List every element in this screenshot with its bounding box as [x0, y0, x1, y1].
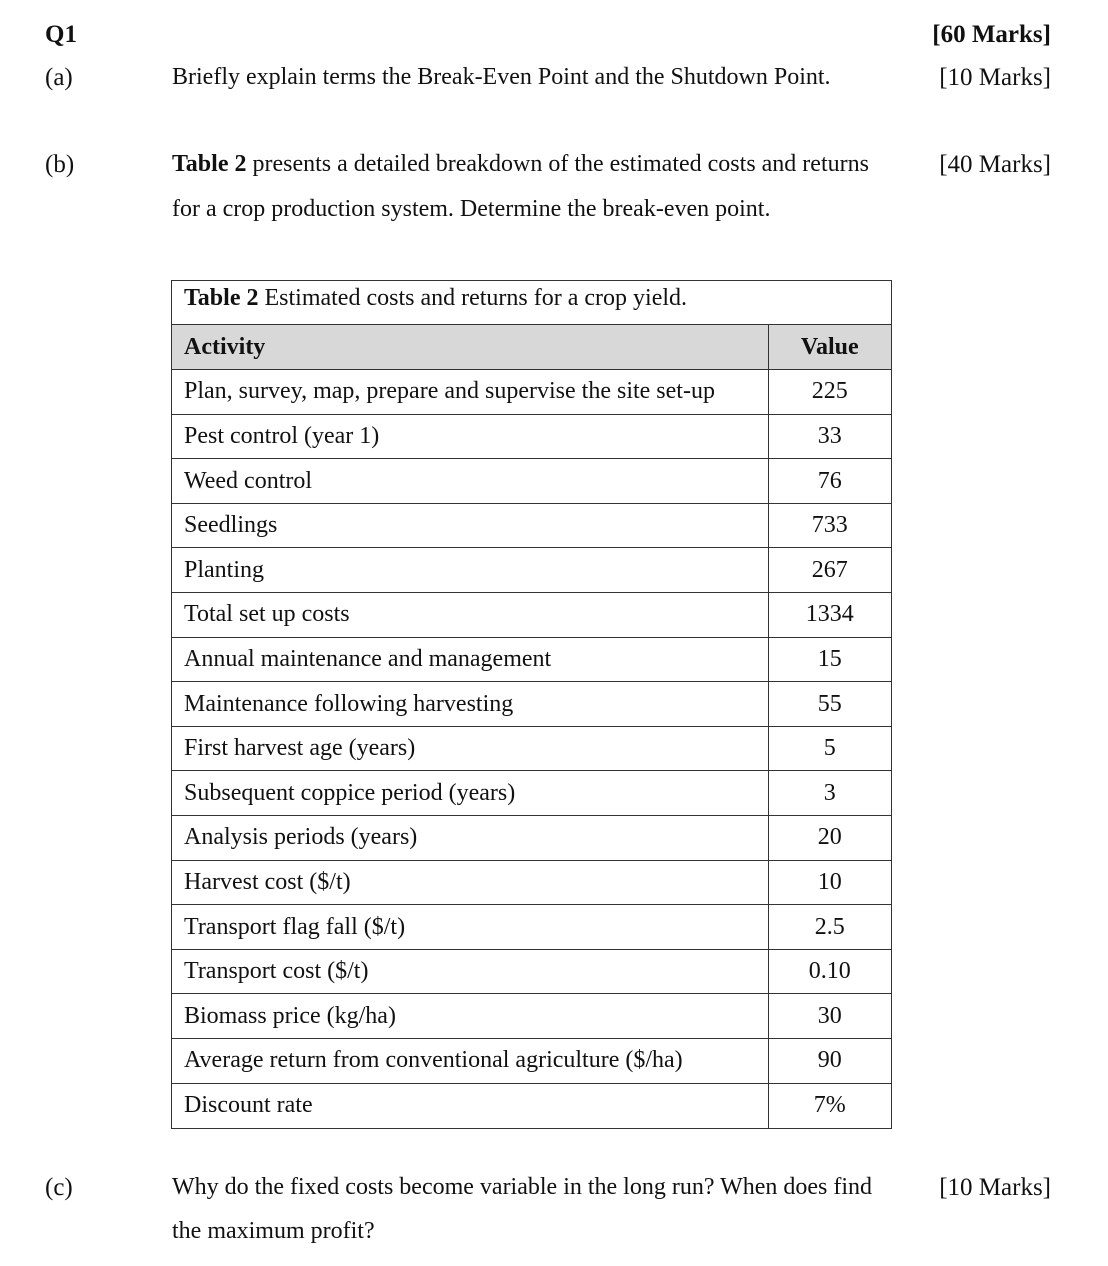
value-cell: 225 — [768, 370, 891, 415]
value-cell: 5 — [768, 726, 891, 771]
value-cell: 267 — [768, 548, 891, 593]
activity-cell: Transport flag fall ($/t) — [172, 905, 768, 950]
value-cell: 1334 — [768, 593, 891, 638]
table-row — [172, 593, 891, 638]
activity-cell: Analysis periods (years) — [172, 816, 768, 861]
activity-cell: First harvest age (years) — [172, 726, 768, 771]
part-c-text-line1: Why do the fixed costs become variable in the long run? When does find — [172, 1174, 873, 1200]
value-cell: 7% — [768, 1083, 891, 1128]
table-row — [172, 816, 891, 861]
part-b-text-line2: for a crop production system. Determine the break-even point. — [172, 196, 771, 222]
part-a-text: Briefly explain terms the Break-Even Point and the Shutdown Point. — [172, 64, 831, 90]
part-b-text-line1-rest: presents a detailed breakdown of the estimated costs and returns — [246, 151, 869, 177]
value-cell: 76 — [768, 459, 891, 504]
value-cell: 10 — [768, 860, 891, 905]
table-row — [172, 459, 891, 504]
part-a-label: (a) — [45, 64, 73, 91]
part-c-marks: [10 Marks] — [939, 1174, 1051, 1201]
table-row — [172, 949, 891, 994]
value-cell: 733 — [768, 503, 891, 548]
part-b-marks: [40 Marks] — [939, 151, 1051, 178]
part-b-table-ref: Table 2 — [172, 151, 247, 177]
value-cell: 55 — [768, 682, 891, 727]
table-row — [172, 905, 891, 950]
activity-cell: Subsequent coppice period (years) — [172, 771, 768, 816]
activity-cell: Seedlings — [172, 503, 768, 548]
activity-cell: Total set up costs — [172, 593, 768, 638]
value-cell: 90 — [768, 1039, 891, 1084]
activity-cell: Discount rate — [172, 1083, 768, 1128]
value-cell: 33 — [768, 414, 891, 459]
part-c-text-line2: the maximum profit? — [172, 1218, 375, 1244]
part-b-text-line1 — [172, 151, 869, 178]
table-row — [172, 637, 891, 682]
activity-cell: Transport cost ($/t) — [172, 949, 768, 994]
table-header-row — [172, 325, 891, 370]
activity-cell: Maintenance following harvesting — [172, 682, 768, 727]
value-cell: 20 — [768, 816, 891, 861]
part-c-label: (c) — [45, 1174, 73, 1201]
value-cell: 0.10 — [768, 949, 891, 994]
question-number: Q1 — [45, 21, 77, 48]
activity-cell: Weed control — [172, 459, 768, 504]
value-cell: 30 — [768, 994, 891, 1039]
table-caption-text: Estimated costs and returns for a crop yield. — [258, 285, 688, 311]
table-row — [172, 503, 891, 548]
table-row — [172, 682, 891, 727]
table-caption-ref: Table 2 — [184, 285, 259, 311]
activity-cell: Plan, survey, map, prepare and supervise the site set-up — [172, 370, 768, 415]
table-caption — [172, 281, 891, 325]
activity-cell: Average return from conventional agriculture ($/ha) — [172, 1039, 768, 1084]
activity-cell: Planting — [172, 548, 768, 593]
table-row — [172, 548, 891, 593]
table-row — [172, 1039, 891, 1084]
table-row — [172, 370, 891, 415]
value-cell: 2.5 — [768, 905, 891, 950]
table-row — [172, 726, 891, 771]
activity-cell: Annual maintenance and management — [172, 637, 768, 682]
value-cell: 3 — [768, 771, 891, 816]
table-row — [172, 771, 891, 816]
activity-cell: Biomass price (kg/ha) — [172, 994, 768, 1039]
value-cell: 15 — [768, 637, 891, 682]
table-row — [172, 994, 891, 1039]
table-row — [172, 1083, 891, 1128]
total-marks: [60 Marks] — [932, 21, 1051, 48]
header-activity: Activity — [172, 325, 768, 370]
header-value: Value — [768, 325, 891, 370]
costs-table-grid — [172, 325, 891, 1128]
table-row — [172, 414, 891, 459]
activity-cell: Harvest cost ($/t) — [172, 860, 768, 905]
part-b-label: (b) — [45, 151, 75, 178]
table-row — [172, 860, 891, 905]
costs-table — [171, 280, 892, 1129]
part-a-marks: [10 Marks] — [939, 64, 1051, 91]
activity-cell: Pest control (year 1) — [172, 414, 768, 459]
